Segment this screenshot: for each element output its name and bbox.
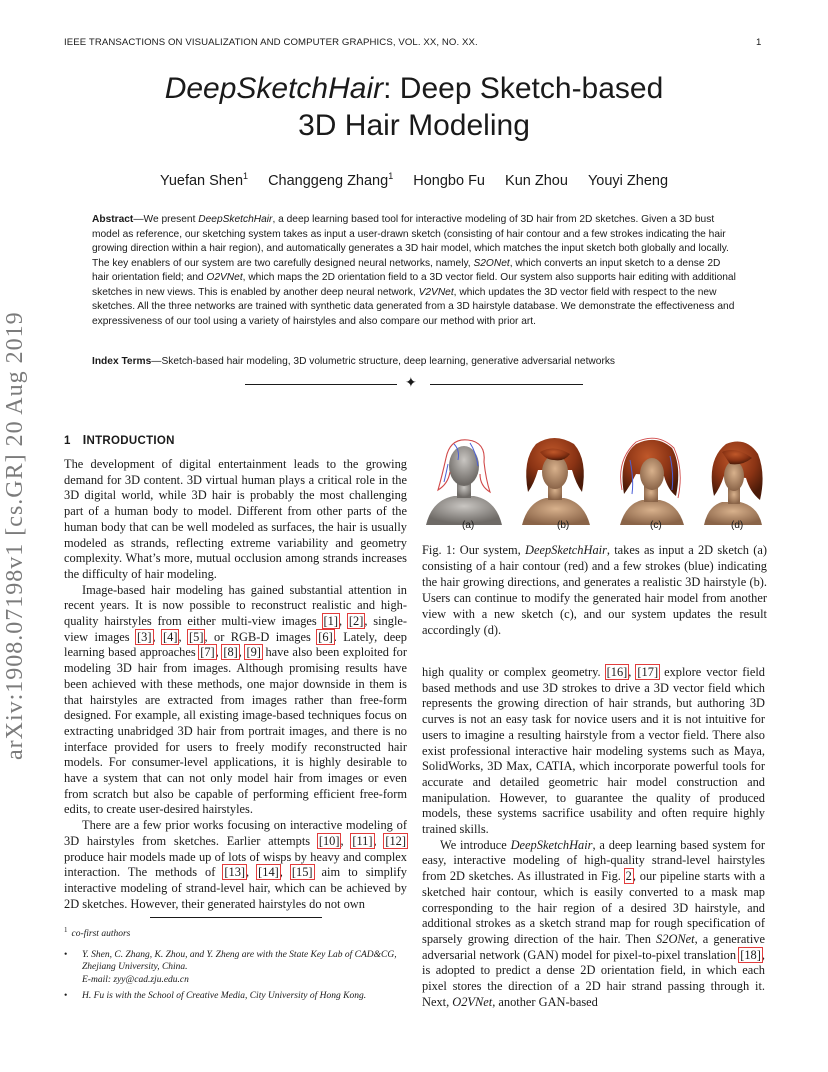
citation-link[interactable]: [15] <box>291 865 313 880</box>
page-number: 1 <box>756 37 762 48</box>
title-line2: 3D Hair Modeling <box>298 109 530 142</box>
footnote-rule <box>150 917 322 918</box>
right-column-body <box>422 665 765 1010</box>
figure-label-b: (b) <box>557 520 570 531</box>
footnote-cofirst: $^1$ co-first authors <box>64 926 131 939</box>
figure-label-d: (d) <box>731 520 744 531</box>
citation-link[interactable]: [7] <box>200 645 215 660</box>
section-heading-introduction: 1 INTRODUCTION <box>64 433 175 447</box>
citation-link[interactable]: [2] <box>348 614 364 629</box>
email-address[interactable]: E-mail: zyy@cad.zju.edu.cn <box>82 974 189 985</box>
abstract: Abstract—We present DeepSketchHair, a deep learning based tool for interactive modeling of 3D hair from 2D sketches. Given a 3D bust model as reference, our sketching system takes as input a user-drawn sketch (consisting of hair contour and a few strokes indicating the hair growing direction within a hair region), and automatically generates a 3D hair model, which matches the input sketch both globally and locally. The key enablers of our system are two carefully designed neural networks, namely, S2ONet, which converts an input sketch to a dense 2D hair orientation field; and O2VNet, which maps the 2D orientation field to a 3D vector field. Our system also supports hair editing with additional sketches in new views. This is enabled by another deep neural network, V2VNet, which updates the 3D vector field with respect to the new sketches. All the three networks are trained with synthetic data generated from a 3D hairstyle database. We demonstrate the effectiveness and expressiveness of our tool using a variety of hairstyles and also compare our method with prior art. <box>92 214 736 327</box>
footnotes <box>64 924 409 1007</box>
citation-link[interactable]: [11] <box>352 833 373 848</box>
footnote-affiliation: • H. Fu is with the School of Creative Media, City University of Hong Kong. <box>64 990 409 1003</box>
figure-1-caption: Fig. 1: Our system, DeepSketchHair, takes as input a 2D sketch (a) consisting of a hair contour (red) and a few strokes (blue) indicating the hair growing directions, and generates a realistic 3D hairstyle (b). Users can continue to modify the generated hair model from another view with a new sketch (c), and our system updates the result accordingly (d). <box>422 543 767 637</box>
citation-link[interactable]: [6] <box>318 629 333 644</box>
citation-link[interactable]: [8] <box>223 645 238 660</box>
citation-link[interactable]: [12] <box>385 833 406 848</box>
author-list <box>80 171 748 189</box>
figure-panel-d <box>704 442 763 525</box>
citation-link[interactable]: [10] <box>318 833 340 848</box>
citation-link[interactable]: [16] <box>606 665 628 679</box>
author: Yuefan Shen$^1$ <box>159 171 249 189</box>
author: Youyi Zheng <box>587 173 669 189</box>
figure-1-images <box>424 430 767 525</box>
citation-link[interactable]: [3] <box>137 629 152 644</box>
paragraph: Image-based hair modeling has gained substantial attention in recent years. It is now possible to reconstruct realistic and high-quality hairstyles from either multi-view images [1], [2], single-view images [3], [4], [5], or RGB-D images [6]. Lately, deep learning based approaches [7], [8], [9] have also been exploited for modeling 3D hair from images. Although promising results have been achieved with these methods, one major downside in them is that hairstyles are extracted from images rather than free-form designed. For example, all existing image-based techniques focus on extracting unabridged 3D hair from portrait images, and there is no interface provided for users to freely modify reconstructed hair models. For consumer-level applications, it is highly desirable to have a system that can not only model hair from images or even from scratch but also be capable of performing efficient free-form edits, to create user-desired hairstyles. <box>64 582 408 817</box>
figure-label-a: (a) <box>462 520 475 531</box>
figure-label-c: (c) <box>650 520 662 531</box>
citation-link[interactable]: [18] <box>740 947 761 962</box>
figure-panel-c <box>620 438 684 525</box>
citation-link[interactable]: [13] <box>224 865 246 880</box>
author: Hongbo Fu <box>413 173 485 189</box>
separator-line-left <box>245 384 397 385</box>
left-column-body <box>64 457 407 912</box>
paragraph: high quality or complex geometry. [16], [17] explore vector field based methods and use 3D strokes to drive a 3D vector field which represents the growing direction of hair strands, but authoring 3D curves is not an easy task for novice users and it is not intuitive for users to imagine a resulting hairstyle from a vector field. There also exist professional interactive hair modeling systems such as Maya, SolidWorks, 3D Max, CATIA, which incorporate powerful tools for accurate and detailed geometric hair model construction and manipulation. However, to guarantee the quality of produced models, these systems sacrifice usability and often require highly trained skills. <box>422 665 765 837</box>
citation-link[interactable]: [9] <box>246 645 261 660</box>
index-terms: Index Terms—Sketch-based hair modeling, 3D volumetric structure, deep learning, generative adversarial networks <box>92 356 616 367</box>
title-line1-rest: : Deep Sketch-based <box>383 72 664 105</box>
separator-line-right <box>430 384 583 385</box>
author: Kun Zhou <box>505 173 568 189</box>
citation-link[interactable]: [5] <box>189 629 204 644</box>
citation-link[interactable]: [14] <box>258 865 279 880</box>
citation-link[interactable]: [1] <box>323 614 338 629</box>
figure-panel-a <box>426 440 502 525</box>
arxiv-stamp[interactable]: arXiv:1908.07198v1 [cs.GR] 20 Aug 2019 <box>2 311 28 760</box>
figure-1 <box>424 430 767 540</box>
figure-reference-link[interactable]: 2 <box>625 869 632 884</box>
figure-panel-b <box>522 438 590 525</box>
paragraph: We introduce DeepSketchHair, a deep learning based system for easy, interactive modeling of high-quality strand-level hairstyles from 2D sketches. As illustrated in Fig. 2, our pipeline starts with a sketched hair contour, which is easily converted to a mask map corresponding to the hair region of a desired 3D hairstyle, and additional strokes as a sketch strand map for rough specification of sparsely growing direction of the hair. Then S2ONet, a generative adversarial network (GAN) model for pixel-to-pixel translation [18], is adopted to predict a dense 2D orientation field, in which each pixel stores the direction of a 2D hair strand passing through it. Next, O2VNet, another GAN-based <box>422 837 765 1009</box>
paper-title <box>80 70 748 144</box>
title-system-name: DeepSketchHair <box>164 72 384 105</box>
citation-link[interactable]: [17] <box>637 665 659 679</box>
paragraph: There are a few prior works focusing on interactive modeling of 3D hairstyles from sketches. Earlier attempts [10], [11], [12] produce hair models made up of lots of wisps by heavy and complex interaction. The methods of [13], [14], [15] aim to simplify interactive modeling of strand-level hair, which can be achieved by 2D sketches. However, their generated hairstyles do not own <box>64 818 408 911</box>
separator-diamond-icon: ✦ <box>405 375 417 391</box>
paragraph: The development of digital entertainment leads to the growing demand for 3D content. 3D virtual human plays a critical role in the 3D digital world, while 3D hair is probably the most challenging part of a human body to model. Different from other parts of the human body that can be well modeled as surfaces, the hair is usually modeled as strands, reflecting extreme variability and geometry complexity. What’s more, mutual occlusion among strands increases the difficulty of hair modeling. <box>64 457 407 581</box>
citation-link[interactable]: [4] <box>163 629 178 644</box>
journal-header: IEEE TRANSACTIONS ON VISUALIZATION AND COMPUTER GRAPHICS, VOL. XX, NO. XX. <box>64 37 478 48</box>
author: Changgeng Zhang$^1$ <box>268 171 394 189</box>
footnote-affiliation: • Y. Shen, C. Zhang, K. Zhou, and Y. Zheng are with the State Key Lab of CAD&CG, Zhejiang University, China. E-mail: zyy@cad.zju.edu.cn <box>64 949 409 987</box>
